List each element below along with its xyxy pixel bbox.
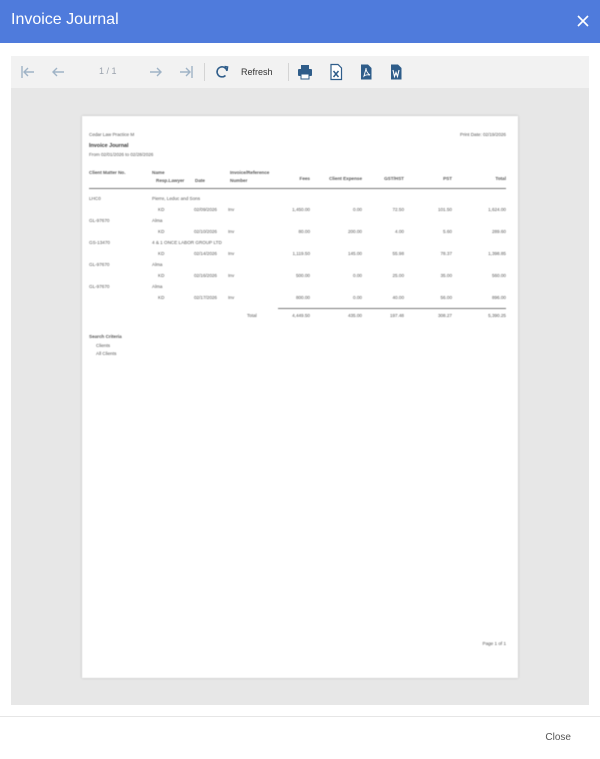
- page-indicator: 1 / 1: [99, 66, 117, 76]
- dialog-header: [0, 0, 600, 43]
- row-number: Inv: [228, 229, 235, 234]
- page-number: Page 1 of 1: [482, 641, 506, 646]
- row-fees: 1,119.50: [292, 251, 310, 256]
- row-date: 02/10/2026: [194, 229, 217, 234]
- refresh-button[interactable]: Refresh: [241, 67, 273, 77]
- row-pst: 35.00: [440, 273, 452, 278]
- row-lawyer: KD: [158, 207, 165, 212]
- col-pst: PST: [443, 176, 452, 181]
- report-toolbar: [11, 56, 589, 88]
- row-client: GL-97670: [89, 262, 110, 267]
- report-title: Invoice Journal: [89, 143, 129, 149]
- row-expense: 0.00: [353, 295, 362, 300]
- row-date: 02/17/2026: [194, 295, 217, 300]
- row-gst: 55.98: [392, 251, 404, 256]
- totals-expense: 435.00: [347, 313, 362, 318]
- row-expense: 0.00: [353, 207, 362, 212]
- totals-rule: [278, 308, 506, 309]
- row-total: 896.00: [491, 295, 506, 300]
- next-page-icon[interactable]: [147, 63, 165, 81]
- print-icon[interactable]: [296, 63, 314, 81]
- row-gst: 25.00: [392, 273, 404, 278]
- totals-total: 5,390.25: [488, 313, 506, 318]
- excel-icon[interactable]: [327, 63, 345, 81]
- row-number: Inv: [228, 251, 235, 256]
- row-fees: 80.00: [298, 229, 310, 234]
- col-gst-hst: GST/HST: [384, 176, 404, 181]
- row-name: Pierre, Leduc and Sons: [152, 196, 201, 201]
- row-date: 02/16/2026: [194, 273, 217, 278]
- header-rule: [89, 188, 506, 189]
- previous-page-icon[interactable]: [49, 63, 67, 81]
- col-total: Total: [495, 176, 506, 181]
- col-name: Name: [152, 170, 165, 175]
- print-date: Print Date: 02/19/2026: [460, 132, 506, 137]
- row-pst: 56.00: [440, 295, 452, 300]
- row-name: Alma: [152, 262, 163, 267]
- close-button[interactable]: Close: [545, 732, 571, 743]
- report-range: From 02/01/2026 to 02/28/2026: [89, 152, 154, 157]
- refresh-icon[interactable]: [213, 63, 231, 81]
- row-name: Alma: [152, 218, 163, 223]
- row-name: 4 & 1 ONCE LABOR GROUP LTD: [152, 240, 222, 245]
- totals-pst: 308.27: [437, 313, 452, 318]
- toolbar-separator: [288, 63, 289, 81]
- close-icon[interactable]: [574, 12, 592, 30]
- row-lawyer: KD: [158, 251, 165, 256]
- col-client-matter: Client Matter No.: [89, 170, 126, 175]
- totals-fees: 4,449.50: [292, 313, 310, 318]
- row-number: Inv: [228, 207, 235, 212]
- totals-gst: 197.48: [389, 313, 404, 318]
- row-number: Inv: [228, 295, 235, 300]
- row-fees: 1,450.00: [292, 207, 310, 212]
- row-fees: 800.00: [295, 295, 310, 300]
- row-total: 1,624.00: [488, 207, 506, 212]
- pdf-icon[interactable]: [357, 63, 375, 81]
- row-fees: 500.00: [295, 273, 310, 278]
- row-lawyer: KD: [158, 295, 165, 300]
- row-lawyer: KD: [158, 229, 165, 234]
- row-expense: 145.00: [347, 251, 362, 256]
- col-resp-lawyer: Resp.Lawyer: [156, 178, 185, 183]
- col-number: Number: [230, 178, 248, 183]
- toolbar-separator: [204, 63, 205, 81]
- row-client: GL-97670: [89, 218, 110, 223]
- row-pst: 5.60: [443, 229, 452, 234]
- report-viewer[interactable]: [11, 88, 589, 705]
- row-total: 1,398.85: [488, 251, 506, 256]
- col-date: Date: [195, 178, 205, 183]
- dialog-title: Invoice Journal: [11, 11, 119, 28]
- row-gst: 40.00: [392, 295, 404, 300]
- report-page: [82, 116, 518, 678]
- row-gst: 72.50: [392, 207, 404, 212]
- row-lawyer: KD: [158, 273, 165, 278]
- search-criteria-line: Clients: [96, 343, 111, 348]
- row-name: Alma: [152, 284, 163, 289]
- word-icon[interactable]: [387, 63, 405, 81]
- row-date: 02/14/2026: [194, 251, 217, 256]
- row-gst: 4.00: [395, 229, 404, 234]
- first-page-icon[interactable]: [19, 63, 37, 81]
- footer-divider: [0, 716, 600, 717]
- company-name: Cedar Law Practice M: [89, 132, 135, 137]
- totals-label: Total: [247, 313, 257, 318]
- row-number: Inv: [228, 273, 235, 278]
- row-date: 02/09/2026: [194, 207, 217, 212]
- row-client: GS-13470: [89, 240, 110, 245]
- last-page-icon[interactable]: [177, 63, 195, 81]
- row-pst: 78.37: [440, 251, 452, 256]
- search-criteria-line: All Clients: [96, 351, 117, 356]
- row-client: GL-97670: [89, 284, 110, 289]
- col-fees: Fees: [299, 176, 310, 181]
- row-total: 289.60: [491, 229, 506, 234]
- row-client: LHC0: [89, 196, 101, 201]
- row-pst: 101.50: [437, 207, 452, 212]
- col-invoice-ref: Invoice/Reference: [230, 170, 270, 175]
- row-total: 560.00: [491, 273, 506, 278]
- search-criteria-title: Search Criteria: [89, 334, 122, 339]
- row-expense: 200.00: [347, 229, 362, 234]
- row-expense: 0.00: [353, 273, 362, 278]
- col-client-expense: Client Expense: [329, 176, 362, 181]
